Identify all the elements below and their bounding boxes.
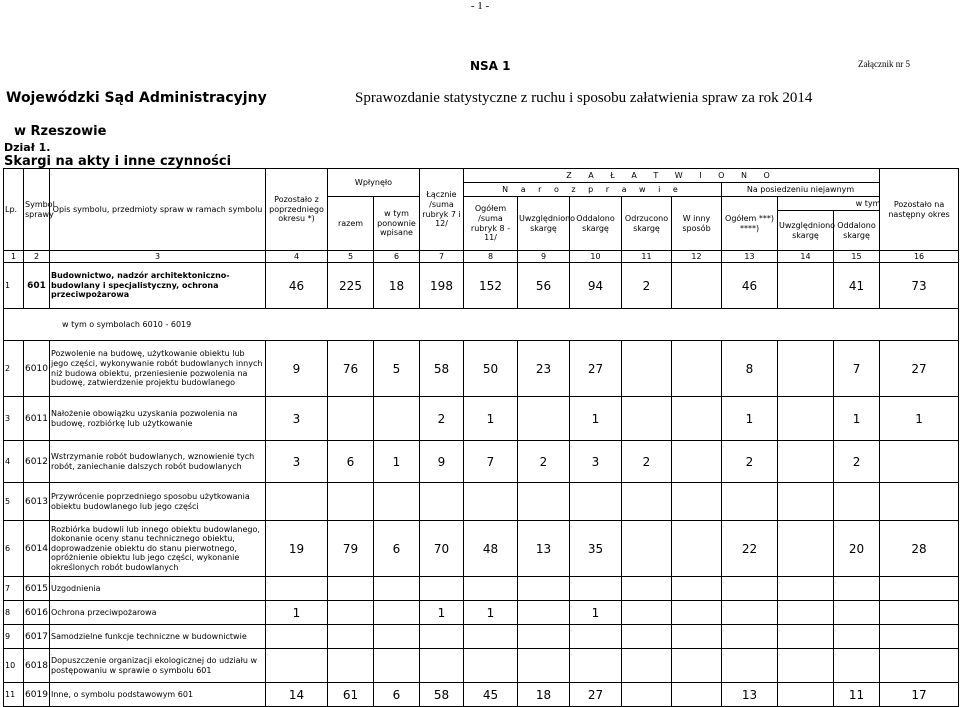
row-value: 1	[374, 441, 420, 483]
row-value: 152	[464, 263, 518, 309]
row-value: 23	[518, 341, 570, 397]
row-lp: 10	[4, 649, 24, 683]
row-value	[722, 601, 778, 625]
row-value	[328, 483, 374, 521]
row-value	[328, 649, 374, 683]
row-value: 3	[570, 441, 622, 483]
column-number: 2	[24, 251, 50, 263]
header-zalatwiono: Z A Ł A T W I O N O	[464, 169, 880, 183]
row-value: 3	[266, 397, 328, 441]
row-value	[464, 483, 518, 521]
row-value: 48	[464, 521, 518, 577]
row-value	[374, 649, 420, 683]
row-value: 17	[880, 683, 959, 707]
row-value	[266, 577, 328, 601]
row-value: 61	[328, 683, 374, 707]
row-value	[778, 625, 834, 649]
row-value	[672, 601, 722, 625]
row-value	[374, 397, 420, 441]
row-symbol: 6012	[24, 441, 50, 483]
row-value	[570, 483, 622, 521]
row-value: 18	[518, 683, 570, 707]
row-value	[622, 649, 672, 683]
row-value	[420, 483, 464, 521]
row-value	[778, 441, 834, 483]
row-value: 27	[570, 341, 622, 397]
row-value: 18	[374, 263, 420, 309]
row-value	[880, 649, 959, 683]
row-value	[622, 601, 672, 625]
row-value	[622, 483, 672, 521]
row-lp: 4	[4, 441, 24, 483]
row-value	[328, 625, 374, 649]
row-value	[672, 521, 722, 577]
row-lp: 1	[4, 263, 24, 309]
column-number: 5	[328, 251, 374, 263]
row-value: 2	[622, 441, 672, 483]
row-value: 27	[570, 683, 622, 707]
row-value: 3	[266, 441, 328, 483]
column-number: 14	[778, 251, 834, 263]
row-value	[420, 577, 464, 601]
row-value	[834, 649, 880, 683]
row-value	[328, 601, 374, 625]
row-value	[266, 483, 328, 521]
row-value: 35	[570, 521, 622, 577]
row-value: 9	[266, 341, 328, 397]
form-code: NSA 1	[470, 59, 511, 73]
row-value: 27	[880, 341, 959, 397]
row-value	[622, 577, 672, 601]
row-value	[518, 625, 570, 649]
row-value	[518, 483, 570, 521]
row-value	[778, 521, 834, 577]
table-row	[4, 625, 959, 649]
row-description: Dopuszczenie organizacji ekologicznej do udziału w postępowaniu w sprawie o symbolu 601	[50, 649, 266, 683]
table-row	[4, 521, 959, 577]
row-value	[622, 521, 672, 577]
row-description: Inne, o symbolu podstawowym 601	[50, 683, 266, 707]
row-value: 46	[266, 263, 328, 309]
column-number: 15	[834, 251, 880, 263]
row-value	[722, 649, 778, 683]
row-value: 13	[722, 683, 778, 707]
row-value: 2	[622, 263, 672, 309]
row-value: 14	[266, 683, 328, 707]
row-value	[672, 441, 722, 483]
header-uwzgledniono: Uwzględniono skargę	[518, 197, 570, 251]
row-description: Samodzielne funkcje techniczne w budownictwie	[50, 625, 266, 649]
row-value	[518, 649, 570, 683]
header-uwzgledniono-pos: Uwzględniono skargę	[778, 211, 834, 251]
row-value	[778, 683, 834, 707]
header-pozostalo-na: Pozostało na następny okres	[880, 169, 959, 251]
row-value	[778, 263, 834, 309]
row-value: 41	[834, 263, 880, 309]
row-value	[672, 625, 722, 649]
row-value	[834, 577, 880, 601]
row-value	[778, 397, 834, 441]
row-description: Ochrona przeciwpożarowa	[50, 601, 266, 625]
column-number: 12	[672, 251, 722, 263]
row-value: 19	[266, 521, 328, 577]
row-value: 58	[420, 683, 464, 707]
row-value	[672, 683, 722, 707]
table-row	[4, 397, 959, 441]
row-value	[880, 483, 959, 521]
row-value	[518, 601, 570, 625]
section-title: Skargi na akty i inne czynności	[4, 154, 232, 169]
column-number: 6	[374, 251, 420, 263]
row-lp: 3	[4, 397, 24, 441]
row-symbol: 6017	[24, 625, 50, 649]
row-value: 56	[518, 263, 570, 309]
column-number: 7	[420, 251, 464, 263]
row-value	[880, 601, 959, 625]
row-value	[672, 341, 722, 397]
row-value	[328, 577, 374, 601]
column-number: 1	[4, 251, 24, 263]
row-description: Wstrzymanie robót budowlanych, wznowienie tych robót, zaniechanie dalszych robót budowlanych	[50, 441, 266, 483]
row-value: 28	[880, 521, 959, 577]
column-number: 3	[50, 251, 266, 263]
table-row	[4, 577, 959, 601]
column-number: 13	[722, 251, 778, 263]
row-value: 225	[328, 263, 374, 309]
row-value	[622, 683, 672, 707]
row-value: 6	[374, 683, 420, 707]
row-lp: 11	[4, 683, 24, 707]
row-value	[672, 649, 722, 683]
table-row	[4, 341, 959, 397]
row-value	[778, 649, 834, 683]
table-row	[4, 649, 959, 683]
row-value	[834, 601, 880, 625]
table-row	[4, 601, 959, 625]
row-value	[672, 577, 722, 601]
row-symbol: 6016	[24, 601, 50, 625]
row-symbol: 6010	[24, 341, 50, 397]
row-value: 1	[420, 601, 464, 625]
header-ogolem-posiedzenie: Ogółem ***) ****)	[722, 197, 778, 251]
row-value: 70	[420, 521, 464, 577]
row-lp: 5	[4, 483, 24, 521]
row-value: 2	[518, 441, 570, 483]
column-number: 16	[880, 251, 959, 263]
row-value	[672, 263, 722, 309]
header-w-inny-sposob: W inny sposób	[672, 197, 722, 251]
row-symbol: 6018	[24, 649, 50, 683]
header-wplynelo: Wpłynęło	[328, 169, 420, 197]
row-lp: 9	[4, 625, 24, 649]
row-value: 7	[834, 341, 880, 397]
report-title: Sprawozdanie statystyczne z ruchu i sposobu załatwienia spraw za rok 2014	[355, 90, 813, 106]
row-value: 1	[880, 397, 959, 441]
row-symbol: 601	[24, 263, 50, 309]
row-value	[722, 625, 778, 649]
row-value	[374, 625, 420, 649]
row-value	[374, 577, 420, 601]
attachment-label: Załącznik nr 5	[858, 59, 910, 69]
row-value: 1	[570, 601, 622, 625]
row-value	[880, 441, 959, 483]
row-value: 76	[328, 341, 374, 397]
row-description: Uzgodnienia	[50, 577, 266, 601]
row-description: Pozwolenie na budowę, użytkowanie obiektu lub jego części, wykonywanie robót budowlanych innych niż budowa obiektu, przeniesienie pozwolenia na budowę, zatwierdzenie projektu budowlanego	[50, 341, 266, 397]
row-value	[778, 601, 834, 625]
row-value	[722, 577, 778, 601]
row-value: 1	[722, 397, 778, 441]
row-value	[622, 397, 672, 441]
header-opis: Opis symbolu, przedmioty spraw w ramach symbolu	[50, 169, 266, 251]
table-row	[4, 483, 959, 521]
row-value: 7	[464, 441, 518, 483]
row-lp: 2	[4, 341, 24, 397]
row-value: 1	[570, 397, 622, 441]
row-value: 20	[834, 521, 880, 577]
row-value: 1	[464, 601, 518, 625]
header-ogolem-rozprawa: Ogółem /suma rubryk 8 - 11/	[464, 197, 518, 251]
row-value	[570, 649, 622, 683]
court-name: Wojewódzki Sąd Administracyjny	[6, 90, 267, 106]
header-symbol: Symbol sprawy	[24, 169, 50, 251]
row-value: 1	[834, 397, 880, 441]
row-value: 9	[420, 441, 464, 483]
row-value: 94	[570, 263, 622, 309]
row-value: 1	[464, 397, 518, 441]
row-description: Rozbiórka budowli lub innego obiektu budowlanego, dokonanie oceny stanu technicznego obiektu, doprowadzenie obiektu do stanu pierwotnego, opróżnienie obiektu lub jego części, wykonanie określonych robót budowlanych	[50, 521, 266, 577]
row-value	[518, 577, 570, 601]
row-value	[570, 577, 622, 601]
header-lp: Lp.	[4, 169, 24, 251]
column-number: 8	[464, 251, 518, 263]
header-razem: razem	[328, 197, 374, 251]
header-odrzucono: Odrzucono skargę	[622, 197, 672, 251]
table-row	[4, 441, 959, 483]
row-value	[622, 341, 672, 397]
row-value	[722, 483, 778, 521]
header-oddalono: Oddalono skargę	[570, 197, 622, 251]
row-symbol: 6014	[24, 521, 50, 577]
row-value	[570, 625, 622, 649]
row-value	[778, 483, 834, 521]
row-value	[464, 577, 518, 601]
header-posiedzenie: Na posiedzeniu niejawnym	[722, 183, 880, 197]
row-symbol: 6011	[24, 397, 50, 441]
section-label: Dział 1.	[4, 141, 51, 154]
header-lacznie: Łącznie /suma rubryk 7 i 12/	[420, 169, 464, 251]
row-description: Budownictwo, nadzór architektoniczno-budowlany i specjalistyczny, ochrona przeciwpożarowa	[50, 263, 266, 309]
column-number: 9	[518, 251, 570, 263]
row-value: 13	[518, 521, 570, 577]
row-value: 45	[464, 683, 518, 707]
row-value	[880, 577, 959, 601]
row-value: 50	[464, 341, 518, 397]
row-value: 5	[374, 341, 420, 397]
row-lp: 7	[4, 577, 24, 601]
row-lp: 6	[4, 521, 24, 577]
header-na-rozprawie: N a r o z p r a w i e	[464, 183, 722, 197]
row-value	[834, 625, 880, 649]
row-value	[464, 649, 518, 683]
header-w-tym-ponownie: w tym ponownie wpisane	[374, 197, 420, 251]
row-symbol: 6015	[24, 577, 50, 601]
row-value	[778, 341, 834, 397]
page-number: - 1 -	[470, 0, 490, 12]
row-value	[518, 397, 570, 441]
statistics-table	[3, 168, 959, 707]
row-value: 6	[374, 521, 420, 577]
row-value: 6	[328, 441, 374, 483]
city-label: w Rzeszowie	[14, 124, 107, 139]
row-description: Przywrócenie poprzedniego sposobu użytkowania obiektu budowlanego lub jego części	[50, 483, 266, 521]
row-value	[420, 649, 464, 683]
row-value: 2	[722, 441, 778, 483]
row-value: 8	[722, 341, 778, 397]
row-symbol: 6019	[24, 683, 50, 707]
row-value: 1	[266, 601, 328, 625]
row-value	[672, 397, 722, 441]
row-value: 58	[420, 341, 464, 397]
row-value	[672, 483, 722, 521]
row-value: 46	[722, 263, 778, 309]
row-value	[880, 625, 959, 649]
row-value: 11	[834, 683, 880, 707]
row-value: 198	[420, 263, 464, 309]
row-value	[778, 577, 834, 601]
row-value: 79	[328, 521, 374, 577]
header-pozostalo-z: Pozostało z poprzedniego okresu *)	[266, 169, 328, 251]
row-value	[464, 625, 518, 649]
row-value	[622, 625, 672, 649]
column-number: 11	[622, 251, 672, 263]
row-value	[834, 483, 880, 521]
row-value	[420, 625, 464, 649]
column-number: 4	[266, 251, 328, 263]
subgroup-label: w tym o symbolach 6010 - 6019	[4, 309, 959, 341]
row-value: 73	[880, 263, 959, 309]
row-description: Nałożenie obowiązku uzyskania pozwolenia na budowę, rozbiórkę lub użytkowanie	[50, 397, 266, 441]
row-value: 2	[834, 441, 880, 483]
row-value	[374, 601, 420, 625]
row-lp: 8	[4, 601, 24, 625]
column-number: 10	[570, 251, 622, 263]
row-value: 22	[722, 521, 778, 577]
row-value	[266, 625, 328, 649]
header-oddalono-pos: Oddalono skargę	[834, 211, 880, 251]
row-value: 2	[420, 397, 464, 441]
table-row-main	[4, 263, 959, 309]
row-value	[328, 397, 374, 441]
column-number-row	[4, 251, 959, 263]
row-value	[374, 483, 420, 521]
header-w-tym: w tym	[778, 197, 959, 211]
row-value	[266, 649, 328, 683]
table-row	[4, 683, 959, 707]
row-symbol: 6013	[24, 483, 50, 521]
